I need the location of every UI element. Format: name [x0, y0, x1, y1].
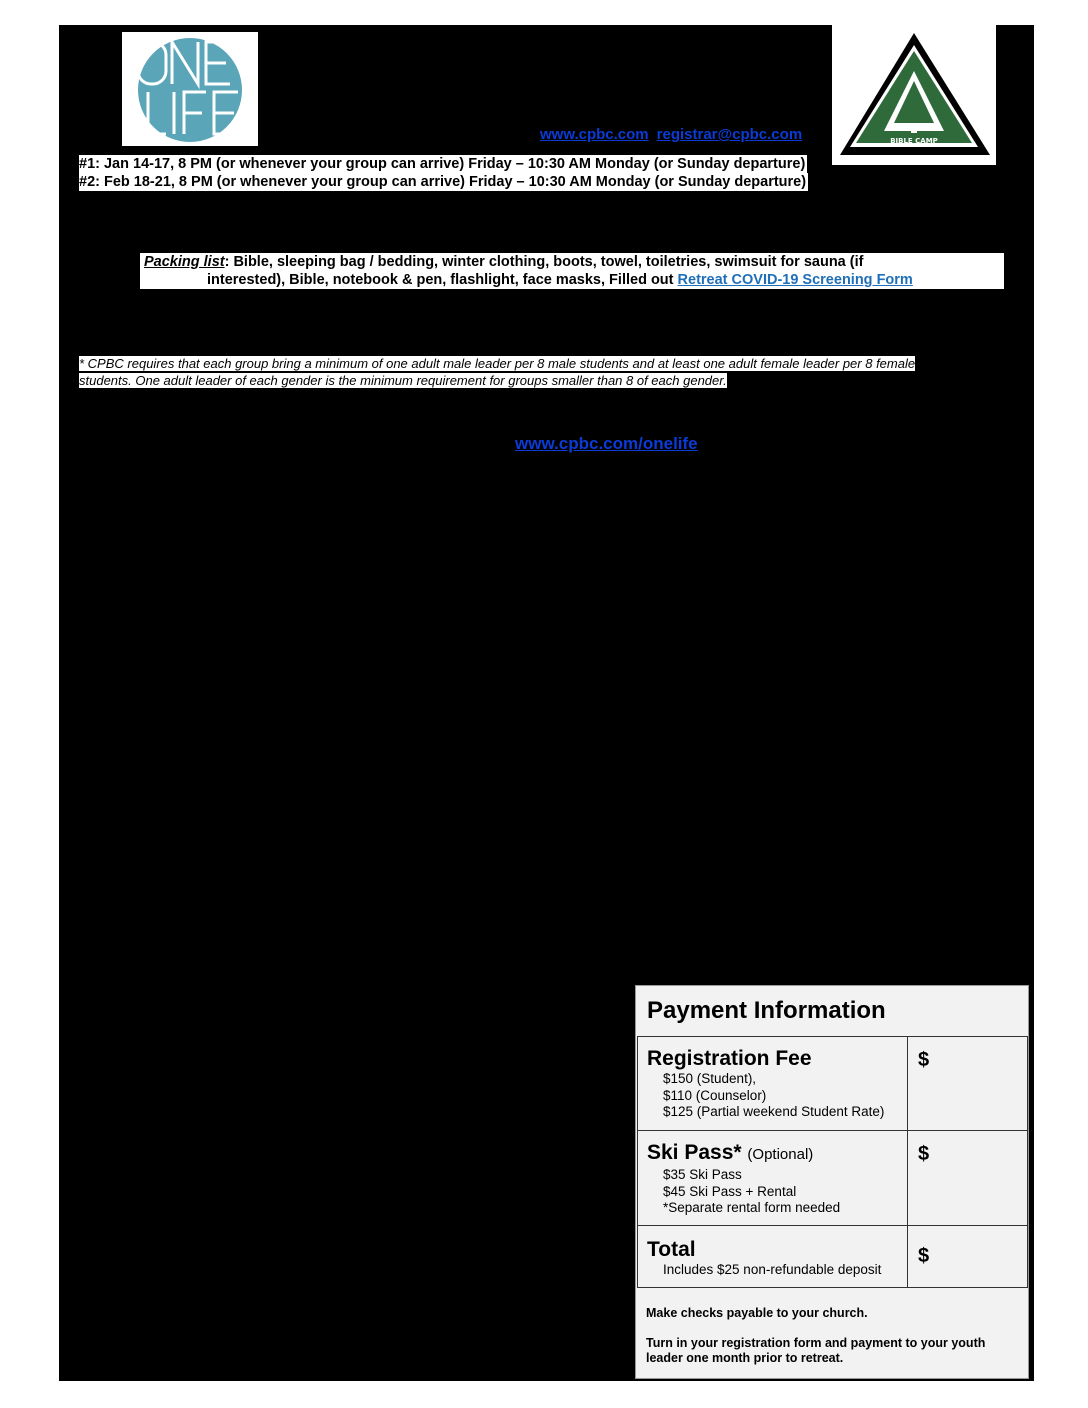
note-line1: * CPBC requires that each group bring a minimum of one adult male leader per 8 male students and at least one adult female leader per 8 female: [79, 356, 916, 371]
packing-list-line1: : Bible, sleeping bag / bedding, winter clothing, boots, towel, toiletries, swimsuit for sauna (if: [224, 254, 864, 270]
ski-pass-amount[interactable]: $: [908, 1131, 1028, 1226]
total-amount[interactable]: $: [908, 1226, 1028, 1288]
onelife-link[interactable]: www.cpbc.com/onelife: [515, 434, 698, 453]
website-link[interactable]: www.cpbc.com: [540, 126, 649, 143]
fee-line: $150 (Student),: [663, 1071, 757, 1086]
ski-pass-optional: (Optional): [747, 1146, 814, 1163]
one-life-logo: [122, 32, 258, 146]
covenant-point-logo: [832, 25, 996, 165]
ski-line: *Separate rental form needed: [663, 1200, 841, 1215]
fee-line: $110 (Counselor): [663, 1087, 767, 1103]
total-row: [638, 1226, 1028, 1288]
svg-text:BIBLE CAMP: BIBLE CAMP: [890, 137, 938, 145]
payment-footer: [646, 1306, 1018, 1381]
payment-title: Payment Information: [647, 997, 886, 1024]
total-title: Total: [647, 1238, 696, 1261]
ski-line: $45 Ski Pass + Rental: [663, 1183, 797, 1199]
session-2: #2: Feb 18-21, 8 PM (or whenever your group can arrive) Friday – 10:30 AM Monday (or Sunday departure): [79, 174, 807, 190]
leader-requirement-note: [79, 355, 995, 389]
session-1: #1: Jan 14-17, 8 PM (or whenever your group can arrive) Friday – 10:30 AM Monday (or Sunday departure): [79, 156, 806, 172]
payment-table: [637, 1036, 1028, 1288]
packing-list-label: Packing list: [144, 254, 225, 270]
registration-fee-title: Registration Fee: [647, 1047, 812, 1070]
email-link[interactable]: registrar@cpbc.com: [656, 126, 803, 143]
header-links: [540, 126, 802, 148]
registration-fee-amount[interactable]: $: [908, 1037, 1028, 1131]
ski-pass-title: Ski Pass*: [647, 1141, 742, 1164]
ski-pass-row: [638, 1131, 1028, 1226]
total-line: Includes $25 non-refundable deposit: [663, 1262, 882, 1277]
covid-form-link[interactable]: Retreat COVID-19 Screening Form: [677, 272, 913, 288]
packing-list: [140, 253, 1004, 289]
payment-footer-checks: Make checks payable to your church.: [646, 1306, 868, 1320]
note-line2: students. One adult leader of each gender is the minimum requirement for groups smaller than 8 of each gender.: [79, 373, 727, 388]
payment-footer-turnin: Turn in your registration form and payment to your youth leader one month prior to retreat.: [646, 1336, 986, 1365]
registration-fee-row: [638, 1037, 1028, 1131]
ski-line: $35 Ski Pass: [663, 1167, 742, 1182]
fee-line: $125 (Partial weekend Student Rate): [663, 1104, 885, 1119]
packing-list-line2: interested), Bible, notebook & pen, flashlight, face masks, Filled out: [207, 272, 678, 288]
